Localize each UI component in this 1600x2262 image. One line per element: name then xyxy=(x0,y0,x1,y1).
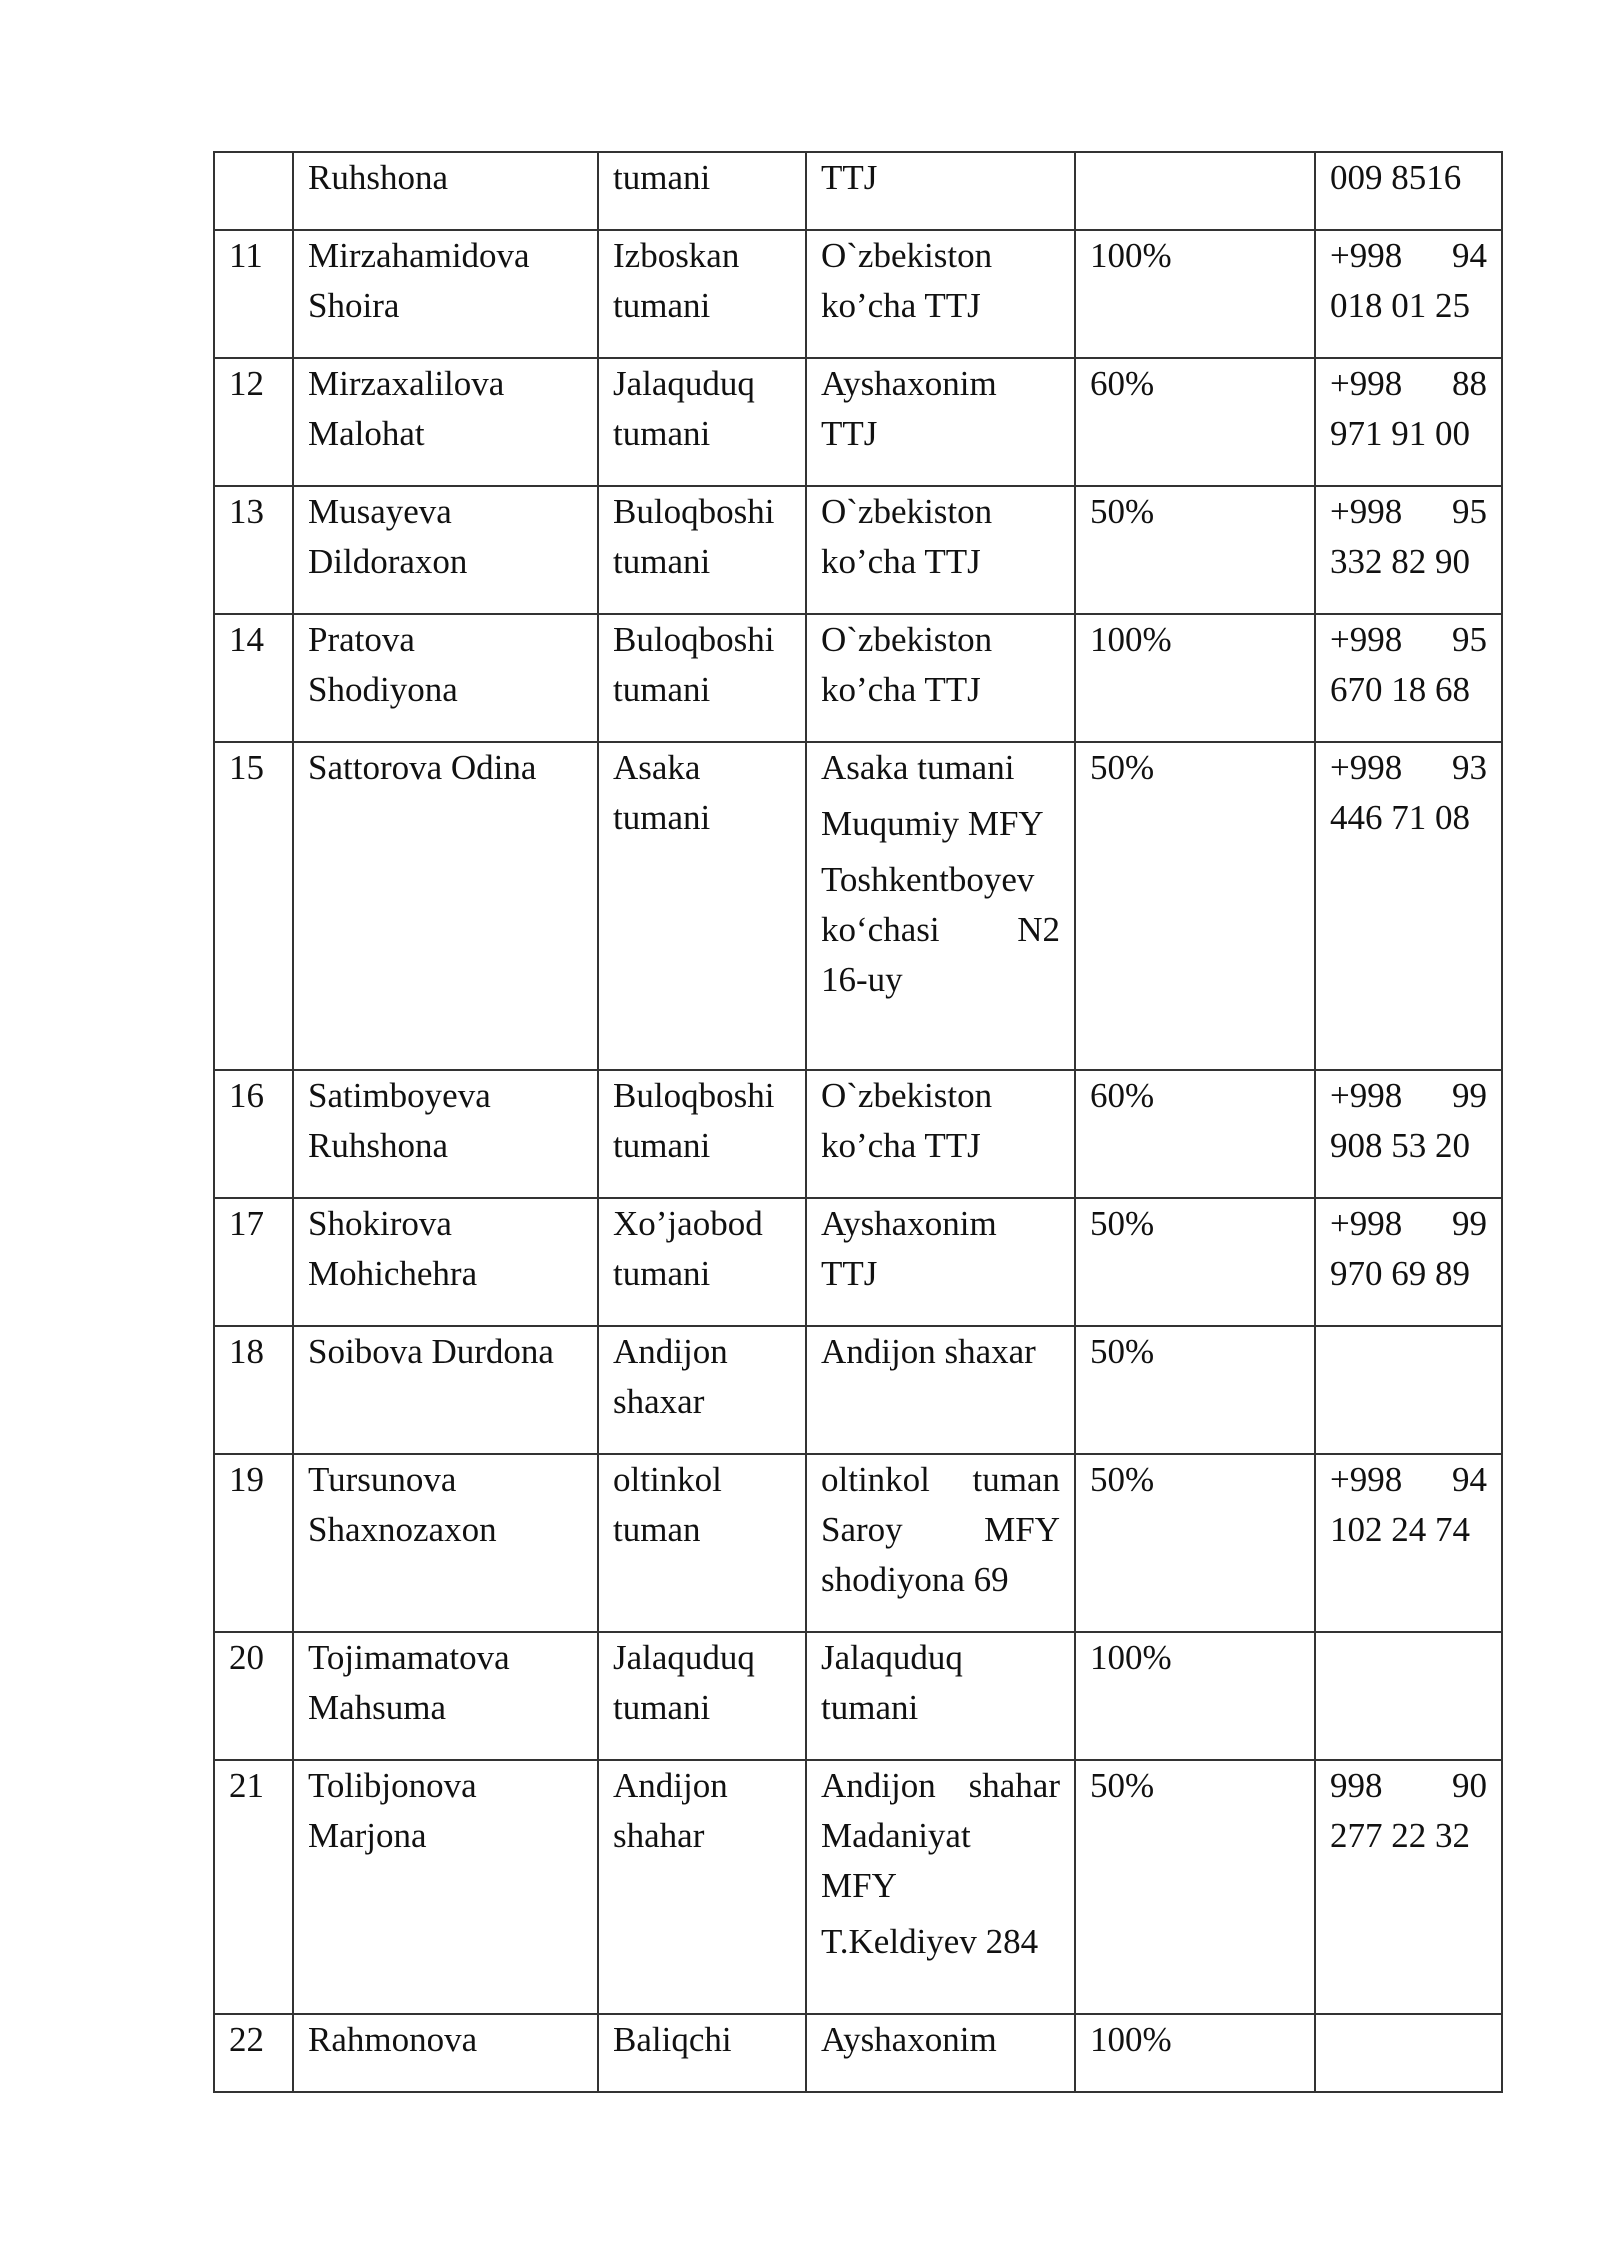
district-line: tumani xyxy=(613,798,711,837)
address-line: Toshkentboyev xyxy=(821,860,1035,899)
phone-line: +998 93 xyxy=(1330,748,1487,787)
percent-value: 100% xyxy=(1090,2020,1172,2059)
district-cell xyxy=(598,1632,806,1760)
name-line: Shaxnozaxon xyxy=(308,1510,497,1549)
row-number-cell xyxy=(214,1326,293,1454)
address-paragraph xyxy=(821,231,1060,331)
phone-line: +998 94 xyxy=(1330,1460,1487,1499)
address-line: Asaka tumani xyxy=(821,748,1015,787)
address-line: TTJ xyxy=(821,1254,878,1293)
address-cell xyxy=(806,742,1075,1070)
percent-value: 50% xyxy=(1090,748,1155,787)
phone-cell xyxy=(1315,486,1502,614)
address-paragraph xyxy=(821,359,1060,459)
name-cell xyxy=(293,1326,598,1454)
name-cell xyxy=(293,486,598,614)
phone-line: +998 88 xyxy=(1330,364,1487,403)
phone-cell xyxy=(1315,230,1502,358)
district-line: Andijon xyxy=(613,1766,728,1805)
address-paragraph xyxy=(821,1071,1060,1171)
name-line: Malohat xyxy=(308,414,425,453)
phone-line: +998 95 xyxy=(1330,492,1487,531)
district-line: Jalaquduq xyxy=(613,1638,755,1677)
percent-value: 50% xyxy=(1090,1332,1155,1371)
phone-line: 971 91 00 xyxy=(1330,414,1470,453)
phone-line: +998 94 xyxy=(1330,236,1487,275)
address-paragraph xyxy=(821,1199,1060,1299)
address-cell xyxy=(806,2014,1075,2092)
address-line: T.Keldiyev 284 xyxy=(821,1922,1039,1961)
district-cell xyxy=(598,1198,806,1326)
table-row xyxy=(214,358,1502,486)
percent-cell xyxy=(1075,486,1315,614)
phone-line: 332 82 90 xyxy=(1330,542,1470,581)
row-number-cell xyxy=(214,486,293,614)
address-line: Jalaquduq xyxy=(821,1638,963,1677)
address-cell xyxy=(806,1198,1075,1326)
table-row xyxy=(214,152,1502,230)
percent-cell xyxy=(1075,1454,1315,1632)
address-cell xyxy=(806,358,1075,486)
address-paragraph xyxy=(821,153,1060,203)
row-number-cell xyxy=(214,358,293,486)
name-cell xyxy=(293,1198,598,1326)
address-line: O`zbekiston xyxy=(821,620,993,659)
address-paragraph xyxy=(821,1327,1060,1377)
district-line: tumani xyxy=(613,1688,711,1727)
percent-value: 100% xyxy=(1090,236,1172,275)
name-cell xyxy=(293,1760,598,2014)
phone-cell xyxy=(1315,614,1502,742)
phone-cell xyxy=(1315,152,1502,230)
name-cell xyxy=(293,230,598,358)
phone-cell xyxy=(1315,2014,1502,2092)
phone-cell xyxy=(1315,1632,1502,1760)
district-line: Asaka xyxy=(613,748,701,787)
district-line: tumani xyxy=(613,542,711,581)
address-line: TTJ xyxy=(821,158,878,197)
address-line: ko‘chasi N2 xyxy=(821,910,1060,949)
name-line: Pratova xyxy=(308,620,415,659)
district-line: oltinkol xyxy=(613,1460,722,1499)
address-line: Muqumiy MFY xyxy=(821,804,1044,843)
address-line: Saroy MFY xyxy=(821,1510,1060,1549)
address-line: TTJ xyxy=(821,414,878,453)
contacts-table xyxy=(213,151,1503,2093)
table-row xyxy=(214,486,1502,614)
percent-cell xyxy=(1075,1632,1315,1760)
percent-cell xyxy=(1075,1760,1315,2014)
phone-cell xyxy=(1315,1454,1502,1632)
percent-value: 50% xyxy=(1090,1766,1155,1805)
name-line: Mirzahamidova xyxy=(308,236,530,275)
percent-value: 50% xyxy=(1090,492,1155,531)
address-paragraph xyxy=(821,487,1060,587)
name-cell xyxy=(293,742,598,1070)
table-row xyxy=(214,1070,1502,1198)
row-number: 19 xyxy=(229,1460,264,1499)
name-cell xyxy=(293,1454,598,1632)
name-line: Shokirova xyxy=(308,1204,452,1243)
district-line: tumani xyxy=(613,158,711,197)
address-cell xyxy=(806,1454,1075,1632)
phone-line: 970 69 89 xyxy=(1330,1254,1470,1293)
address-paragraph xyxy=(821,1455,1060,1605)
table-row xyxy=(214,2014,1502,2092)
name-line: Satimboyeva xyxy=(308,1076,491,1115)
name-cell xyxy=(293,1070,598,1198)
name-cell xyxy=(293,358,598,486)
name-line: Tojimamatova xyxy=(308,1638,510,1677)
name-line: Shoira xyxy=(308,286,400,325)
district-cell xyxy=(598,1326,806,1454)
name-line: Musayeva xyxy=(308,492,452,531)
phone-line: 102 24 74 xyxy=(1330,1510,1470,1549)
percent-cell xyxy=(1075,358,1315,486)
address-cell xyxy=(806,1326,1075,1454)
row-number-cell xyxy=(214,230,293,358)
district-cell xyxy=(598,358,806,486)
address-line: ko’cha TTJ xyxy=(821,286,981,325)
address-cell xyxy=(806,614,1075,742)
address-line: ko’cha TTJ xyxy=(821,1126,981,1165)
name-cell xyxy=(293,1632,598,1760)
row-number: 11 xyxy=(229,236,263,275)
phone-line: 998 90 xyxy=(1330,1766,1487,1805)
district-line: tumani xyxy=(613,670,711,709)
address-line: ko’cha TTJ xyxy=(821,542,981,581)
district-line: shahar xyxy=(613,1816,705,1855)
table-body xyxy=(214,152,1502,2092)
district-line: Baliqchi xyxy=(613,2020,732,2059)
address-paragraph xyxy=(821,799,1060,849)
phone-cell xyxy=(1315,358,1502,486)
row-number: 15 xyxy=(229,748,264,787)
district-line: tumani xyxy=(613,1254,711,1293)
name-cell xyxy=(293,152,598,230)
table-row xyxy=(214,1632,1502,1760)
percent-cell xyxy=(1075,2014,1315,2092)
percent-cell xyxy=(1075,230,1315,358)
district-line: Izboskan xyxy=(613,236,740,275)
district-line: tuman xyxy=(613,1510,701,1549)
district-cell xyxy=(598,742,806,1070)
phone-line: +998 99 xyxy=(1330,1204,1487,1243)
name-line: Ruhshona xyxy=(308,158,448,197)
phone-line: +998 95 xyxy=(1330,620,1487,659)
address-paragraph xyxy=(821,1761,1060,1911)
row-number: 14 xyxy=(229,620,264,659)
percent-cell xyxy=(1075,1070,1315,1198)
district-cell xyxy=(598,1454,806,1632)
name-line: Dildoraxon xyxy=(308,542,468,581)
address-line: tumani xyxy=(821,1688,919,1727)
percent-cell xyxy=(1075,152,1315,230)
percent-cell xyxy=(1075,1198,1315,1326)
address-paragraph xyxy=(821,1633,1060,1733)
district-line: Xo’jaobod xyxy=(613,1204,763,1243)
address-cell xyxy=(806,1070,1075,1198)
district-cell xyxy=(598,486,806,614)
address-line: O`zbekiston xyxy=(821,492,993,531)
row-number: 20 xyxy=(229,1638,264,1677)
address-paragraph xyxy=(821,743,1060,793)
row-number-cell xyxy=(214,152,293,230)
row-number-cell xyxy=(214,1070,293,1198)
row-number-cell xyxy=(214,614,293,742)
phone-line: 277 22 32 xyxy=(1330,1816,1470,1855)
table-row xyxy=(214,230,1502,358)
phone-line: 446 71 08 xyxy=(1330,798,1470,837)
phone-line: +998 99 xyxy=(1330,1076,1487,1115)
percent-value: 100% xyxy=(1090,620,1172,659)
table-row xyxy=(214,1198,1502,1326)
phone-cell xyxy=(1315,1326,1502,1454)
name-cell xyxy=(293,614,598,742)
phone-cell xyxy=(1315,1070,1502,1198)
address-cell xyxy=(806,486,1075,614)
phone-line: 670 18 68 xyxy=(1330,670,1470,709)
address-line: Madaniyat xyxy=(821,1816,971,1855)
phone-line: 009 8516 xyxy=(1330,158,1462,197)
phone-cell xyxy=(1315,742,1502,1070)
percent-cell xyxy=(1075,1326,1315,1454)
address-line: O`zbekiston xyxy=(821,236,993,275)
row-number: 16 xyxy=(229,1076,264,1115)
row-number-cell xyxy=(214,1454,293,1632)
table-row xyxy=(214,1454,1502,1632)
address-line: shodiyona 69 xyxy=(821,1560,1009,1599)
address-line: MFY xyxy=(821,1866,897,1905)
address-line: Ayshaxonim xyxy=(821,1204,997,1243)
phone-cell xyxy=(1315,1760,1502,2014)
percent-value: 60% xyxy=(1090,1076,1155,1115)
name-line: Marjona xyxy=(308,1816,427,1855)
name-line: Rahmonova xyxy=(308,2020,478,2059)
row-number-cell xyxy=(214,1198,293,1326)
phone-line: 018 01 25 xyxy=(1330,286,1470,325)
district-line: Buloqboshi xyxy=(613,620,775,659)
address-line: O`zbekiston xyxy=(821,1076,993,1115)
row-number-cell xyxy=(214,742,293,1070)
percent-value: 50% xyxy=(1090,1204,1155,1243)
row-number: 13 xyxy=(229,492,264,531)
table-row xyxy=(214,614,1502,742)
name-line: Mohichehra xyxy=(308,1254,478,1293)
row-number: 22 xyxy=(229,2020,264,2059)
row-number: 12 xyxy=(229,364,264,403)
district-line: shaxar xyxy=(613,1382,705,1421)
address-paragraph xyxy=(821,1917,1060,1967)
address-cell xyxy=(806,152,1075,230)
address-cell xyxy=(806,1632,1075,1760)
district-cell xyxy=(598,230,806,358)
address-line: Ayshaxonim xyxy=(821,364,997,403)
district-cell xyxy=(598,2014,806,2092)
table-row xyxy=(214,1760,1502,2014)
address-line: oltinkol tuman xyxy=(821,1460,1060,1499)
district-line: tumani xyxy=(613,414,711,453)
address-line: Ayshaxonim xyxy=(821,2020,997,2059)
district-cell xyxy=(598,1070,806,1198)
row-number-cell xyxy=(214,1760,293,2014)
phone-cell xyxy=(1315,1198,1502,1326)
address-line: ko’cha TTJ xyxy=(821,670,981,709)
table-row xyxy=(214,742,1502,1070)
address-line: Andijon shaxar xyxy=(821,1332,1036,1371)
district-line: Buloqboshi xyxy=(613,492,775,531)
address-paragraph xyxy=(821,2015,1060,2065)
address-line: Andijon shahar xyxy=(821,1766,1060,1805)
row-number: 21 xyxy=(229,1766,264,1805)
address-line: 16-uy xyxy=(821,960,903,999)
address-cell xyxy=(806,1760,1075,2014)
district-line: tumani xyxy=(613,1126,711,1165)
name-line: Soibova Durdona xyxy=(308,1332,554,1371)
percent-cell xyxy=(1075,614,1315,742)
percent-value: 60% xyxy=(1090,364,1155,403)
district-line: Jalaquduq xyxy=(613,364,755,403)
name-line: Sattorova Odina xyxy=(308,748,537,787)
phone-line: 908 53 20 xyxy=(1330,1126,1470,1165)
district-line: tumani xyxy=(613,286,711,325)
address-paragraph xyxy=(821,855,1060,1005)
name-line: Mirzaxalilova xyxy=(308,364,505,403)
name-line: Shodiyona xyxy=(308,670,458,709)
district-cell xyxy=(598,1760,806,2014)
district-line: Buloqboshi xyxy=(613,1076,775,1115)
row-number-cell xyxy=(214,1632,293,1760)
district-line: Andijon xyxy=(613,1332,728,1371)
percent-value: 50% xyxy=(1090,1460,1155,1499)
address-cell xyxy=(806,230,1075,358)
district-cell xyxy=(598,614,806,742)
row-number: 17 xyxy=(229,1204,264,1243)
district-cell xyxy=(598,152,806,230)
address-paragraph xyxy=(821,615,1060,715)
row-number: 18 xyxy=(229,1332,264,1371)
percent-value: 100% xyxy=(1090,1638,1172,1677)
name-line: Ruhshona xyxy=(308,1126,448,1165)
table-row xyxy=(214,1326,1502,1454)
name-line: Tursunova xyxy=(308,1460,457,1499)
name-line: Tolibjonova xyxy=(308,1766,477,1805)
percent-cell xyxy=(1075,742,1315,1070)
row-number-cell xyxy=(214,2014,293,2092)
name-cell xyxy=(293,2014,598,2092)
name-line: Mahsuma xyxy=(308,1688,447,1727)
